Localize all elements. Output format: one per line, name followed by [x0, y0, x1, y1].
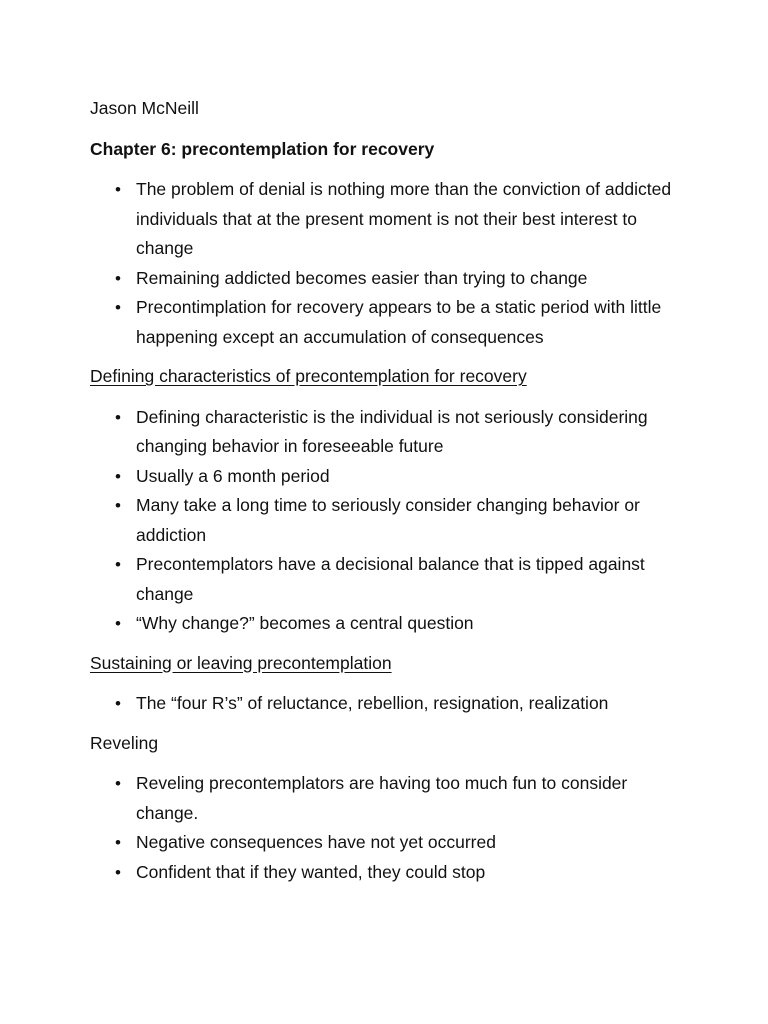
bullet-icon: • [115, 614, 121, 633]
defining-bullet-list [90, 403, 690, 639]
list-item-text: The problem of denial is nothing more than the conviction of addicted individuals that at the present moment is not their best interest to change [136, 179, 672, 258]
list-item [90, 828, 690, 858]
bullet-icon: • [115, 268, 121, 288]
list-item [90, 175, 690, 264]
author-name: Jason McNeill [90, 98, 199, 118]
bullet-icon: • [115, 180, 121, 199]
bullet-icon: • [115, 774, 121, 793]
list-item [90, 858, 690, 888]
chapter-title: Chapter 6: precontemplation for recovery [90, 138, 435, 159]
list-item-text: Defining characteristic is the individual is not seriously considering changing behavior in foreseeable future [136, 406, 648, 456]
list-item-text: Precontemplators have a decisional balance that is tipped against change [136, 554, 645, 604]
bullet-icon: • [115, 555, 121, 574]
bullet-icon: • [115, 833, 121, 852]
list-item-text: Many take a long time to seriously consider changing behavior or addiction [136, 495, 640, 545]
list-item-text: Reveling precontemplators are having too much fun to consider change. [136, 773, 628, 823]
section-heading-sustaining: Sustaining or leaving precontemplation [90, 652, 392, 673]
list-item-text: Confident that if they wanted, they could stop [136, 861, 486, 882]
list-item-text: The “four R’s” of reluctance, rebellion, resignation, realization [136, 693, 609, 713]
bullet-icon: • [115, 862, 121, 882]
list-item-text: Negative consequences have not yet occurred [136, 832, 496, 852]
list-item [90, 293, 690, 352]
list-item [90, 264, 690, 294]
section-heading-defining: Defining characteristics of precontemplation for recovery [90, 366, 527, 386]
list-item [90, 403, 690, 462]
list-item-text: Precontimplation for recovery appears to be a static period with little happening except an accumulation of consequences [136, 297, 662, 347]
reveling-bullet-list [90, 769, 690, 887]
list-item [90, 550, 690, 609]
list-item [90, 462, 690, 492]
list-item-text: “Why change?” becomes a central question [136, 613, 474, 633]
bullet-icon: • [115, 694, 121, 713]
bullet-icon: • [115, 496, 121, 515]
bullet-icon: • [115, 298, 121, 317]
document-body [90, 94, 690, 897]
sustaining-bullet-list [90, 689, 690, 719]
bullet-icon: • [115, 407, 121, 427]
intro-bullet-list [90, 175, 690, 352]
section-heading-reveling: Reveling [90, 732, 159, 753]
list-item-text: Remaining addicted becomes easier than trying to change [136, 267, 588, 288]
list-item [90, 769, 690, 828]
list-item-text: Usually a 6 month period [136, 465, 330, 486]
list-item [90, 609, 690, 639]
list-item [90, 689, 690, 719]
bullet-icon: • [115, 466, 121, 486]
list-item [90, 491, 690, 550]
